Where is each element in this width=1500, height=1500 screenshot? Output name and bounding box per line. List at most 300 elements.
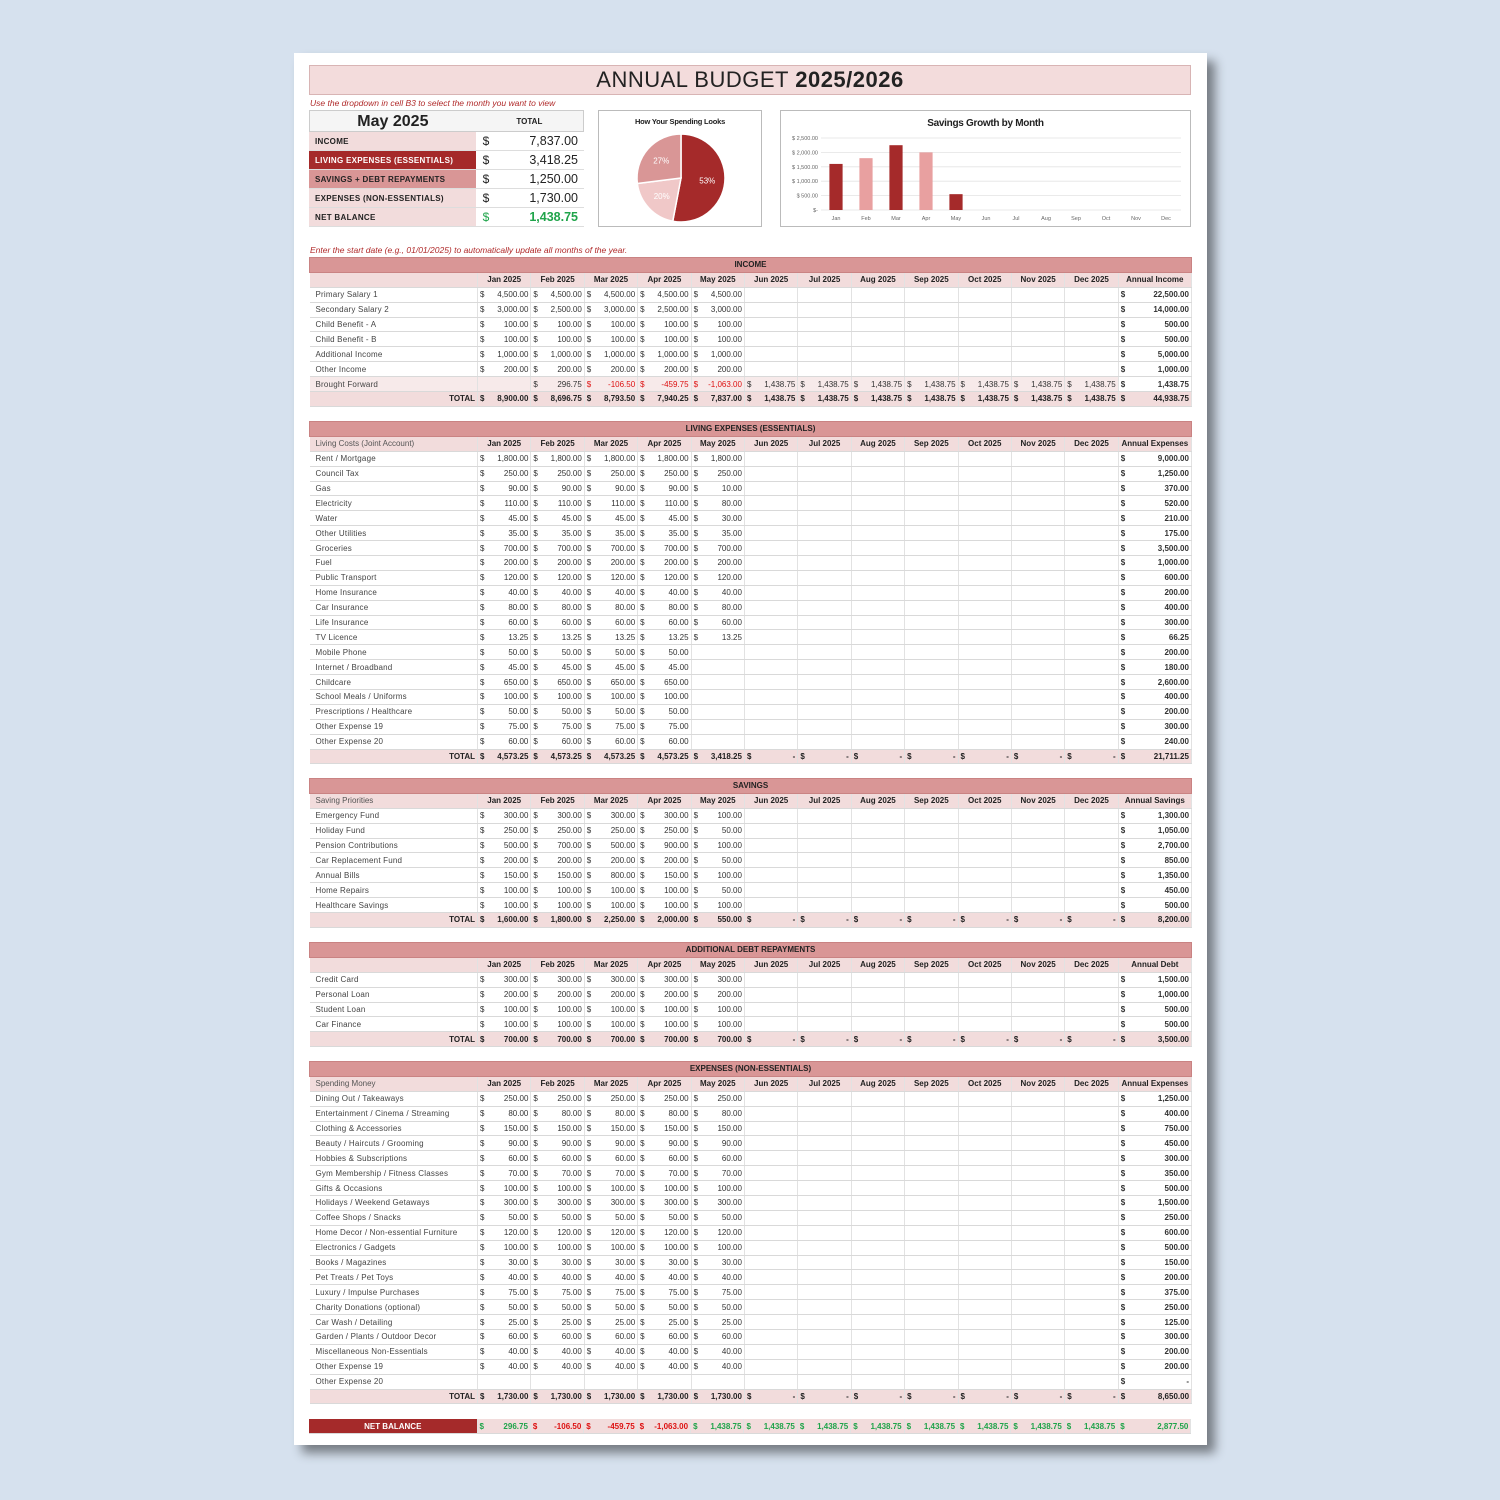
month-cell[interactable] <box>531 1315 584 1330</box>
month-cell[interactable] <box>958 823 1011 838</box>
month-cell[interactable] <box>851 570 904 585</box>
month-cell[interactable] <box>531 496 584 511</box>
month-cell[interactable] <box>691 1240 744 1255</box>
month-cell[interactable] <box>638 1315 691 1330</box>
month-cell[interactable] <box>1011 1181 1064 1196</box>
month-cell[interactable] <box>691 987 744 1002</box>
month-cell[interactable] <box>638 1359 691 1374</box>
month-cell[interactable] <box>638 987 691 1002</box>
month-cell[interactable] <box>744 1210 797 1225</box>
month-cell[interactable] <box>744 1225 797 1240</box>
month-cell[interactable] <box>584 972 637 987</box>
month-cell[interactable] <box>531 823 584 838</box>
month-cell[interactable] <box>691 645 744 660</box>
month-cell[interactable] <box>905 704 958 719</box>
month-cell[interactable] <box>1065 1359 1118 1374</box>
month-cell[interactable] <box>584 1240 637 1255</box>
month-cell[interactable] <box>1011 853 1064 868</box>
month-cell[interactable] <box>1065 1121 1118 1136</box>
month-cell[interactable] <box>1065 1285 1118 1300</box>
month-cell[interactable] <box>1011 332 1064 347</box>
month-cell[interactable] <box>478 511 531 526</box>
month-cell[interactable] <box>478 645 531 660</box>
month-cell[interactable] <box>478 838 531 853</box>
month-cell[interactable] <box>905 987 958 1002</box>
month-cell[interactable] <box>798 1121 851 1136</box>
month-cell[interactable] <box>531 451 584 466</box>
month-cell[interactable] <box>1065 1344 1118 1359</box>
month-cell[interactable] <box>638 704 691 719</box>
month-cell[interactable] <box>531 1359 584 1374</box>
month-cell[interactable] <box>958 704 1011 719</box>
month-cell[interactable] <box>1011 317 1064 332</box>
month-cell[interactable] <box>905 600 958 615</box>
month-cell[interactable] <box>798 883 851 898</box>
month-cell[interactable] <box>691 302 744 317</box>
month-cell[interactable] <box>691 1300 744 1315</box>
month-cell[interactable] <box>478 868 531 883</box>
month-cell[interactable] <box>958 1196 1011 1211</box>
month-cell[interactable] <box>905 1359 958 1374</box>
month-cell[interactable] <box>798 600 851 615</box>
month-cell[interactable] <box>798 1255 851 1270</box>
month-cell[interactable] <box>691 883 744 898</box>
month-cell[interactable] <box>691 1151 744 1166</box>
month-cell[interactable] <box>851 645 904 660</box>
month-cell[interactable] <box>905 332 958 347</box>
month-cell[interactable] <box>851 362 904 377</box>
month-cell[interactable] <box>531 317 584 332</box>
month-cell[interactable] <box>531 1121 584 1136</box>
month-cell[interactable] <box>798 302 851 317</box>
month-cell[interactable] <box>905 347 958 362</box>
month-cell[interactable] <box>531 675 584 690</box>
month-cell[interactable] <box>958 466 1011 481</box>
month-cell[interactable] <box>905 1255 958 1270</box>
month-cell[interactable] <box>584 1136 637 1151</box>
month-cell[interactable] <box>744 1091 797 1106</box>
month-cell[interactable] <box>1011 600 1064 615</box>
month-cell[interactable] <box>851 556 904 571</box>
month-cell[interactable] <box>905 1285 958 1300</box>
month-cell[interactable] <box>798 1285 851 1300</box>
month-cell[interactable] <box>851 675 904 690</box>
month-cell[interactable] <box>584 1255 637 1270</box>
month-cell[interactable] <box>478 481 531 496</box>
month-cell[interactable] <box>958 541 1011 556</box>
month-cell[interactable] <box>691 1136 744 1151</box>
month-cell[interactable] <box>531 690 584 705</box>
month-cell[interactable] <box>798 377 851 392</box>
month-cell[interactable] <box>638 719 691 734</box>
month-cell[interactable] <box>478 347 531 362</box>
month-cell[interactable] <box>638 823 691 838</box>
month-cell[interactable] <box>744 1315 797 1330</box>
month-cell[interactable] <box>1065 675 1118 690</box>
month-cell[interactable] <box>478 377 531 392</box>
month-cell[interactable] <box>1065 615 1118 630</box>
month-cell[interactable] <box>691 1196 744 1211</box>
month-cell[interactable] <box>638 302 691 317</box>
month-cell[interactable] <box>584 690 637 705</box>
month-cell[interactable] <box>584 1225 637 1240</box>
month-cell[interactable] <box>478 1002 531 1017</box>
month-cell[interactable] <box>638 287 691 302</box>
month-cell[interactable] <box>798 1181 851 1196</box>
month-cell[interactable] <box>798 1210 851 1225</box>
month-cell[interactable] <box>905 883 958 898</box>
month-cell[interactable] <box>638 1330 691 1345</box>
month-cell[interactable] <box>531 1002 584 1017</box>
month-cell[interactable] <box>1011 1196 1064 1211</box>
month-cell[interactable] <box>478 823 531 838</box>
month-cell[interactable] <box>584 600 637 615</box>
month-cell[interactable] <box>478 1210 531 1225</box>
month-cell[interactable] <box>1065 541 1118 556</box>
month-cell[interactable] <box>638 1210 691 1225</box>
month-cell[interactable] <box>905 645 958 660</box>
month-cell[interactable] <box>798 630 851 645</box>
month-cell[interactable] <box>584 511 637 526</box>
month-cell[interactable] <box>958 496 1011 511</box>
month-cell[interactable] <box>584 1181 637 1196</box>
month-cell[interactable] <box>1011 451 1064 466</box>
month-cell[interactable] <box>851 1315 904 1330</box>
month-cell[interactable] <box>638 690 691 705</box>
month-cell[interactable] <box>905 734 958 749</box>
month-cell[interactable] <box>798 898 851 913</box>
month-cell[interactable] <box>958 1315 1011 1330</box>
month-cell[interactable] <box>905 1196 958 1211</box>
month-cell[interactable] <box>905 1151 958 1166</box>
month-cell[interactable] <box>531 1166 584 1181</box>
month-cell[interactable] <box>531 1181 584 1196</box>
month-cell[interactable] <box>584 1374 637 1389</box>
month-cell[interactable] <box>691 377 744 392</box>
month-cell[interactable] <box>531 1330 584 1345</box>
month-cell[interactable] <box>478 1166 531 1181</box>
month-cell[interactable] <box>1011 347 1064 362</box>
month-cell[interactable] <box>531 1151 584 1166</box>
month-cell[interactable] <box>958 734 1011 749</box>
month-cell[interactable] <box>958 526 1011 541</box>
month-cell[interactable] <box>851 1330 904 1345</box>
month-cell[interactable] <box>531 838 584 853</box>
month-cell[interactable] <box>691 1315 744 1330</box>
month-cell[interactable] <box>638 585 691 600</box>
month-cell[interactable] <box>1011 1330 1064 1345</box>
month-cell[interactable] <box>691 1255 744 1270</box>
month-cell[interactable] <box>531 1270 584 1285</box>
month-cell[interactable] <box>798 1344 851 1359</box>
month-cell[interactable] <box>905 585 958 600</box>
month-cell[interactable] <box>691 719 744 734</box>
month-cell[interactable] <box>905 377 958 392</box>
month-cell[interactable] <box>1065 1017 1118 1032</box>
month-cell[interactable] <box>638 1151 691 1166</box>
month-cell[interactable] <box>691 511 744 526</box>
month-cell[interactable] <box>584 1106 637 1121</box>
month-cell[interactable] <box>798 1300 851 1315</box>
month-cell[interactable] <box>584 496 637 511</box>
month-cell[interactable] <box>1011 1166 1064 1181</box>
month-cell[interactable] <box>531 1300 584 1315</box>
month-cell[interactable] <box>478 317 531 332</box>
month-cell[interactable] <box>638 1017 691 1032</box>
month-cell[interactable] <box>905 302 958 317</box>
month-cell[interactable] <box>958 362 1011 377</box>
month-cell[interactable] <box>638 1181 691 1196</box>
month-cell[interactable] <box>798 1196 851 1211</box>
month-cell[interactable] <box>798 838 851 853</box>
month-cell[interactable] <box>531 332 584 347</box>
month-cell[interactable] <box>1011 719 1064 734</box>
month-cell[interactable] <box>744 898 797 913</box>
month-cell[interactable] <box>744 451 797 466</box>
month-cell[interactable] <box>744 1270 797 1285</box>
month-cell[interactable] <box>905 1106 958 1121</box>
month-cell[interactable] <box>958 1285 1011 1300</box>
month-cell[interactable] <box>744 675 797 690</box>
month-cell[interactable] <box>905 1300 958 1315</box>
month-cell[interactable] <box>798 823 851 838</box>
month-cell[interactable] <box>851 451 904 466</box>
month-cell[interactable] <box>1065 556 1118 571</box>
month-cell[interactable] <box>584 302 637 317</box>
month-cell[interactable] <box>1065 332 1118 347</box>
month-cell[interactable] <box>798 734 851 749</box>
month-cell[interactable] <box>531 1136 584 1151</box>
month-cell[interactable] <box>851 287 904 302</box>
month-cell[interactable] <box>798 645 851 660</box>
month-cell[interactable] <box>531 1196 584 1211</box>
month-cell[interactable] <box>744 317 797 332</box>
month-cell[interactable] <box>905 541 958 556</box>
month-cell[interactable] <box>851 1300 904 1315</box>
month-cell[interactable] <box>958 838 1011 853</box>
month-cell[interactable] <box>905 511 958 526</box>
month-cell[interactable] <box>531 362 584 377</box>
month-cell[interactable] <box>1065 302 1118 317</box>
month-cell[interactable] <box>478 719 531 734</box>
month-cell[interactable] <box>1065 898 1118 913</box>
month-cell[interactable] <box>638 332 691 347</box>
month-cell[interactable] <box>638 853 691 868</box>
month-cell[interactable] <box>905 317 958 332</box>
month-cell[interactable] <box>958 808 1011 823</box>
month-cell[interactable] <box>744 734 797 749</box>
month-cell[interactable] <box>691 972 744 987</box>
month-cell[interactable] <box>1065 1300 1118 1315</box>
month-cell[interactable] <box>531 1106 584 1121</box>
month-cell[interactable] <box>691 362 744 377</box>
month-cell[interactable] <box>958 377 1011 392</box>
month-cell[interactable] <box>478 690 531 705</box>
month-cell[interactable] <box>798 1270 851 1285</box>
month-cell[interactable] <box>531 347 584 362</box>
month-cell[interactable] <box>691 332 744 347</box>
month-cell[interactable] <box>851 883 904 898</box>
month-cell[interactable] <box>1065 1091 1118 1106</box>
month-cell[interactable] <box>1065 838 1118 853</box>
month-cell[interactable] <box>691 496 744 511</box>
month-cell[interactable] <box>691 1181 744 1196</box>
month-cell[interactable] <box>851 630 904 645</box>
month-cell[interactable] <box>1065 645 1118 660</box>
month-cell[interactable] <box>478 987 531 1002</box>
month-cell[interactable] <box>638 898 691 913</box>
month-cell[interactable] <box>798 1002 851 1017</box>
month-cell[interactable] <box>638 1121 691 1136</box>
month-cell[interactable] <box>851 823 904 838</box>
month-cell[interactable] <box>744 362 797 377</box>
month-cell[interactable] <box>744 287 797 302</box>
month-cell[interactable] <box>531 377 584 392</box>
month-cell[interactable] <box>691 690 744 705</box>
month-cell[interactable] <box>744 347 797 362</box>
month-cell[interactable] <box>798 1151 851 1166</box>
month-cell[interactable] <box>478 287 531 302</box>
month-cell[interactable] <box>638 556 691 571</box>
month-cell[interactable] <box>531 1240 584 1255</box>
month-cell[interactable] <box>851 1255 904 1270</box>
month-cell[interactable] <box>744 585 797 600</box>
month-cell[interactable] <box>851 1196 904 1211</box>
month-cell[interactable] <box>531 868 584 883</box>
month-cell[interactable] <box>744 868 797 883</box>
month-cell[interactable] <box>798 585 851 600</box>
month-cell[interactable] <box>905 496 958 511</box>
month-cell[interactable] <box>1065 347 1118 362</box>
month-cell[interactable] <box>905 1210 958 1225</box>
month-cell[interactable] <box>478 451 531 466</box>
month-cell[interactable] <box>531 1374 584 1389</box>
month-cell[interactable] <box>584 1330 637 1345</box>
month-cell[interactable] <box>905 1374 958 1389</box>
month-cell[interactable] <box>638 451 691 466</box>
month-cell[interactable] <box>1011 704 1064 719</box>
month-cell[interactable] <box>691 541 744 556</box>
month-cell[interactable] <box>958 1017 1011 1032</box>
month-cell[interactable] <box>1065 1225 1118 1240</box>
month-cell[interactable] <box>744 853 797 868</box>
month-cell[interactable] <box>851 734 904 749</box>
month-cell[interactable] <box>531 570 584 585</box>
month-cell[interactable] <box>584 1344 637 1359</box>
month-cell[interactable] <box>744 570 797 585</box>
month-cell[interactable] <box>905 675 958 690</box>
month-cell[interactable] <box>1065 377 1118 392</box>
month-cell[interactable] <box>691 823 744 838</box>
month-cell[interactable] <box>638 1166 691 1181</box>
month-cell[interactable] <box>958 1136 1011 1151</box>
month-cell[interactable] <box>851 1136 904 1151</box>
month-cell[interactable] <box>1011 823 1064 838</box>
month-cell[interactable] <box>744 496 797 511</box>
month-cell[interactable] <box>1011 1270 1064 1285</box>
month-cell[interactable] <box>958 1344 1011 1359</box>
month-cell[interactable] <box>1065 987 1118 1002</box>
month-cell[interactable] <box>638 883 691 898</box>
month-cell[interactable] <box>851 347 904 362</box>
month-cell[interactable] <box>798 615 851 630</box>
month-cell[interactable] <box>584 838 637 853</box>
month-cell[interactable] <box>744 704 797 719</box>
month-cell[interactable] <box>798 868 851 883</box>
month-cell[interactable] <box>744 332 797 347</box>
month-cell[interactable] <box>851 1285 904 1300</box>
month-cell[interactable] <box>1011 868 1064 883</box>
month-cell[interactable] <box>905 451 958 466</box>
month-cell[interactable] <box>478 1136 531 1151</box>
month-cell[interactable] <box>958 972 1011 987</box>
month-cell[interactable] <box>531 526 584 541</box>
month-cell[interactable] <box>531 466 584 481</box>
month-cell[interactable] <box>478 466 531 481</box>
month-cell[interactable] <box>1065 526 1118 541</box>
month-cell[interactable] <box>478 1359 531 1374</box>
month-cell[interactable] <box>958 898 1011 913</box>
month-cell[interactable] <box>1065 883 1118 898</box>
month-cell[interactable] <box>478 675 531 690</box>
month-cell[interactable] <box>531 898 584 913</box>
month-cell[interactable] <box>744 1136 797 1151</box>
month-cell[interactable] <box>798 1240 851 1255</box>
month-cell[interactable] <box>691 1091 744 1106</box>
month-cell[interactable] <box>478 556 531 571</box>
month-cell[interactable] <box>958 675 1011 690</box>
month-cell[interactable] <box>638 600 691 615</box>
month-cell[interactable] <box>798 1374 851 1389</box>
month-cell[interactable] <box>744 1151 797 1166</box>
month-cell[interactable] <box>798 719 851 734</box>
month-cell[interactable] <box>638 511 691 526</box>
month-cell[interactable] <box>744 1359 797 1374</box>
month-cell[interactable] <box>851 1359 904 1374</box>
month-cell[interactable] <box>531 511 584 526</box>
month-cell[interactable] <box>691 287 744 302</box>
month-cell[interactable] <box>1011 466 1064 481</box>
month-cell[interactable] <box>1011 1121 1064 1136</box>
month-cell[interactable] <box>798 675 851 690</box>
month-cell[interactable] <box>905 1166 958 1181</box>
month-cell[interactable] <box>1011 660 1064 675</box>
month-cell[interactable] <box>905 556 958 571</box>
month-cell[interactable] <box>531 1210 584 1225</box>
month-cell[interactable] <box>478 660 531 675</box>
month-cell[interactable] <box>691 1106 744 1121</box>
month-cell[interactable] <box>851 481 904 496</box>
month-cell[interactable] <box>638 1136 691 1151</box>
month-cell[interactable] <box>531 734 584 749</box>
month-cell[interactable] <box>958 853 1011 868</box>
month-cell[interactable] <box>744 823 797 838</box>
month-cell[interactable] <box>478 734 531 749</box>
month-cell[interactable] <box>798 317 851 332</box>
month-cell[interactable] <box>851 1121 904 1136</box>
month-cell[interactable] <box>478 302 531 317</box>
month-cell[interactable] <box>638 808 691 823</box>
month-cell[interactable] <box>584 660 637 675</box>
month-cell[interactable] <box>478 600 531 615</box>
month-cell[interactable] <box>958 1255 1011 1270</box>
month-cell[interactable] <box>691 704 744 719</box>
month-cell[interactable] <box>958 1106 1011 1121</box>
month-cell[interactable] <box>1065 690 1118 705</box>
month-cell[interactable] <box>851 615 904 630</box>
month-cell[interactable] <box>1065 660 1118 675</box>
month-cell[interactable] <box>798 1315 851 1330</box>
